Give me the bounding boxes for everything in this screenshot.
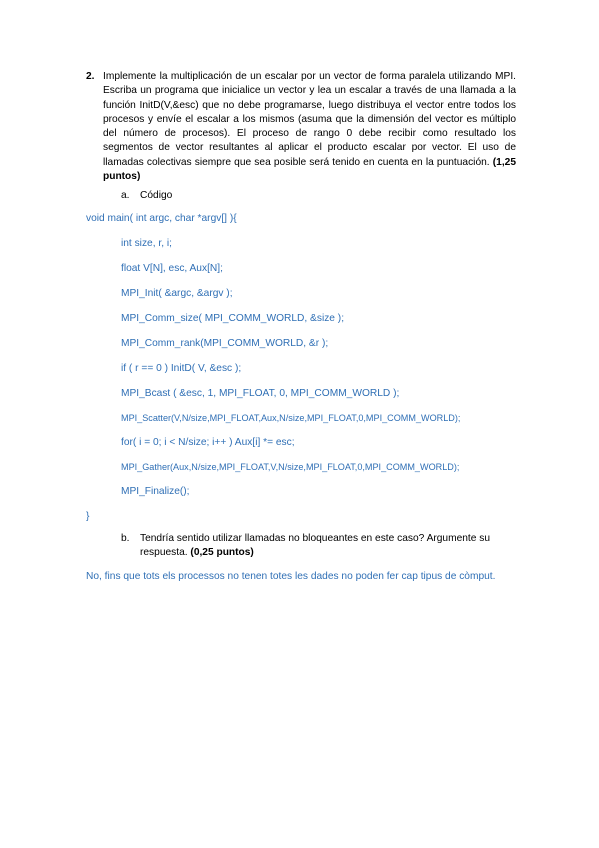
answer-text: No, fins que tots els processos no tenen totes les dades no poden fer cap tipus de còmput. (86, 571, 496, 582)
subquestion-b-letter: b. (121, 533, 130, 544)
code-open-line: void main( int argc, char *argv[] ){ (86, 213, 237, 224)
question-number: 2. (86, 71, 95, 82)
code-line: MPI_Comm_rank(MPI_COMM_WORLD, &r ); (121, 338, 329, 349)
subquestion-b-points: (0,25 puntos) (190, 547, 254, 559)
subquestion-b (121, 532, 517, 561)
subquestion-b-text-block (140, 532, 517, 561)
code-line: MPI_Init( &argc, &argv ); (121, 288, 233, 299)
subquestion-a-letter: a. (121, 190, 130, 201)
code-line: MPI_Bcast ( &esc, 1, MPI_FLOAT, 0, MPI_COMM_WORLD ); (121, 388, 400, 399)
code-close-line: } (86, 511, 90, 522)
code-line: for( i = 0; i < N/size; i++ ) Aux[i] *= esc; (121, 437, 295, 448)
code-line: MPI_Gather(Aux,N/size,MPI_FLOAT,V,N/size,MPI_FLOAT,0,MPI_COMM_WORLD); (121, 462, 460, 472)
question-points: (1,25 puntos) (103, 156, 516, 183)
subquestion-a-label: Código (140, 190, 173, 201)
question-text-block (103, 70, 516, 184)
code-line: if ( r == 0 ) InitD( V, &esc ); (121, 363, 242, 374)
code-line: int size, r, i; (121, 238, 172, 249)
code-line: float V[N], esc, Aux[N]; (121, 263, 223, 274)
code-line: MPI_Finalize(); (121, 486, 190, 497)
question-text: Implemente la multiplicación de un escalar por un vector de forma paralela utilizando MPI. Escriba un programa que inicialice un vector y lea un escalar a través de una llamada a la función InitD(V,&esc) que no debe programarse, luego distribuya el vector entre todos los procesos y envíe el escalar a los mismos (asuma que la dimensión del vector es múltiplo del número de procesos). El proceso de rango 0 debe recibir como resultado los segmentos de vector resultantes al aplicar el producto escalar por vector. El uso de llamadas colectivas siempre que sea posible será tenido en cuenta en la puntuación. (103, 71, 516, 168)
code-line: MPI_Comm_size( MPI_COMM_WORLD, &size ); (121, 313, 345, 324)
subquestion-a (121, 189, 172, 203)
code-line: MPI_Scatter(V,N/size,MPI_FLOAT,Aux,N/size,MPI_FLOAT,0,MPI_COMM_WORLD); (121, 413, 461, 423)
question-2 (86, 70, 516, 184)
subquestion-b-text: Tendría sentido utilizar llamadas no bloqueantes en este caso? Argumente su respuesta. (140, 533, 490, 559)
